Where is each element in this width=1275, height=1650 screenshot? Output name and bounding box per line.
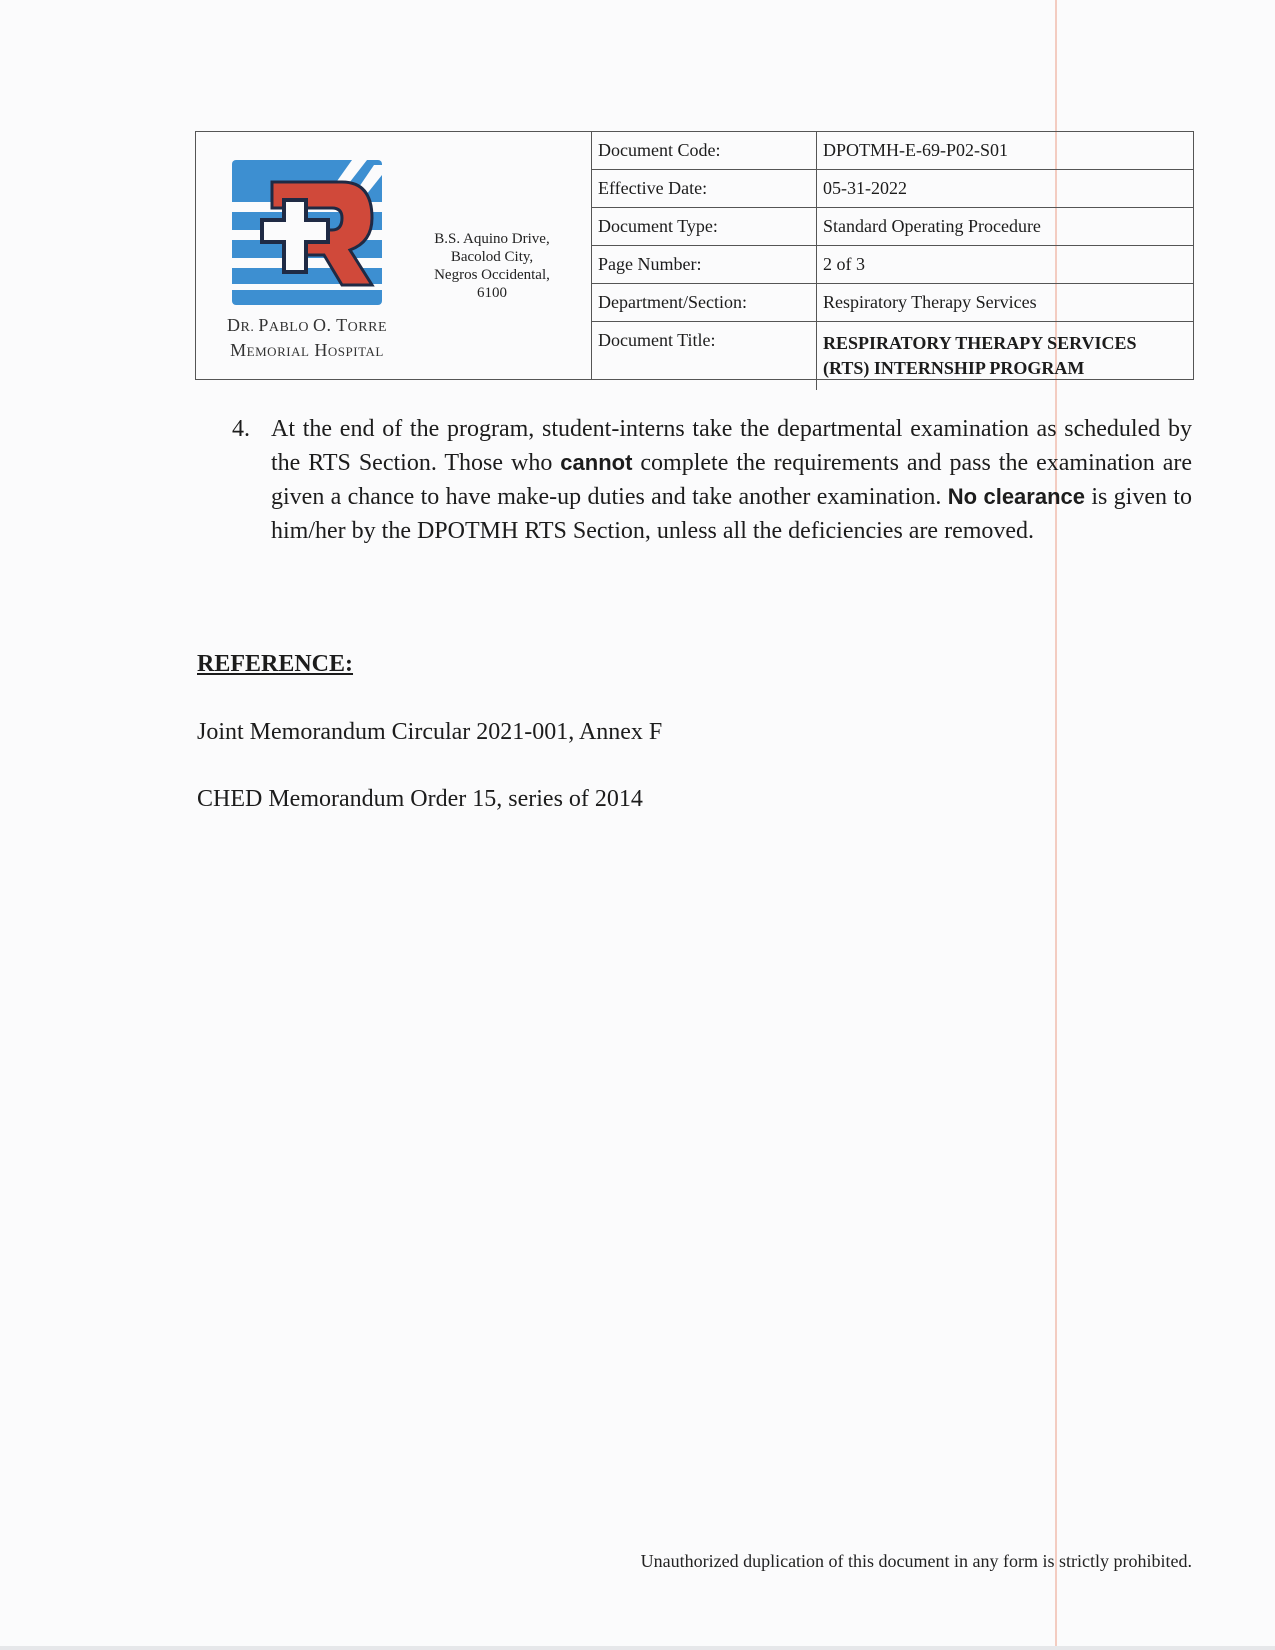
list-item-number: 4. <box>232 416 250 442</box>
field-label: Document Type: <box>592 208 817 246</box>
document-title-line: (RTS) INTERNSHIP PROGRAM <box>823 358 1085 378</box>
field-value: Respiratory Therapy Services <box>817 284 1195 322</box>
field-label: Document Code: <box>592 132 817 170</box>
table-row <box>592 246 1194 284</box>
table-row <box>592 322 1194 391</box>
reference-heading: REFERENCE: <box>197 651 354 677</box>
document-header <box>195 131 1194 380</box>
address-line: Negros Occidental, <box>434 267 550 283</box>
scan-edge <box>0 1646 1275 1650</box>
hospital-name-line1: DR. PABLO O. TORRE <box>227 315 387 335</box>
reference-item: CHED Memorandum Order 15, series of 2014 <box>197 786 643 812</box>
hospital-address <box>418 230 566 302</box>
document-title-line: RESPIRATORY THERAPY SERVICES <box>823 333 1137 353</box>
field-label: Effective Date: <box>592 170 817 208</box>
emphasis-no-clearance: No clearance <box>947 484 1085 509</box>
table-row <box>592 132 1194 170</box>
field-value: 05-31-2022 <box>817 170 1195 208</box>
table-row <box>592 208 1194 246</box>
table-row <box>592 284 1194 322</box>
hospital-name-line2: Memorial Hospital <box>230 340 384 360</box>
field-value: DPOTMH-E-69-P02-S01 <box>817 132 1195 170</box>
hospital-name <box>202 314 412 362</box>
field-label: Department/Section: <box>592 284 817 322</box>
document-info-table <box>592 132 1194 390</box>
address-line: B.S. Aquino Drive, <box>434 231 550 247</box>
field-value: Standard Operating Procedure <box>817 208 1195 246</box>
emphasis-cannot: cannot <box>560 450 633 475</box>
address-line: Bacolod City, <box>450 249 534 265</box>
document-title-value <box>817 322 1195 391</box>
duplication-notice: Unauthorized duplication of this document in any form is strictly prohibited. <box>640 1551 1192 1571</box>
list-item-text: At the end of the program, student-interns take the departmental examination as scheduled by the RTS Section. Those who cannot complete the requirements and pass the examination are given a chance to have make-up duties and take another examination. No clearance is given to him/her by the DPOTMH RTS Section, unless all the deficiencies are removed. <box>271 416 1192 544</box>
address-line: 6100 <box>477 285 507 301</box>
document-title-label: Document Title: <box>592 322 817 391</box>
hospital-identity-cell <box>196 132 592 379</box>
table-row <box>592 170 1194 208</box>
field-value: 2 of 3 <box>817 246 1195 284</box>
hospital-logo-icon <box>232 160 387 310</box>
reference-item: Joint Memorandum Circular 2021-001, Annex F <box>197 719 663 745</box>
field-label: Page Number: <box>592 246 817 284</box>
